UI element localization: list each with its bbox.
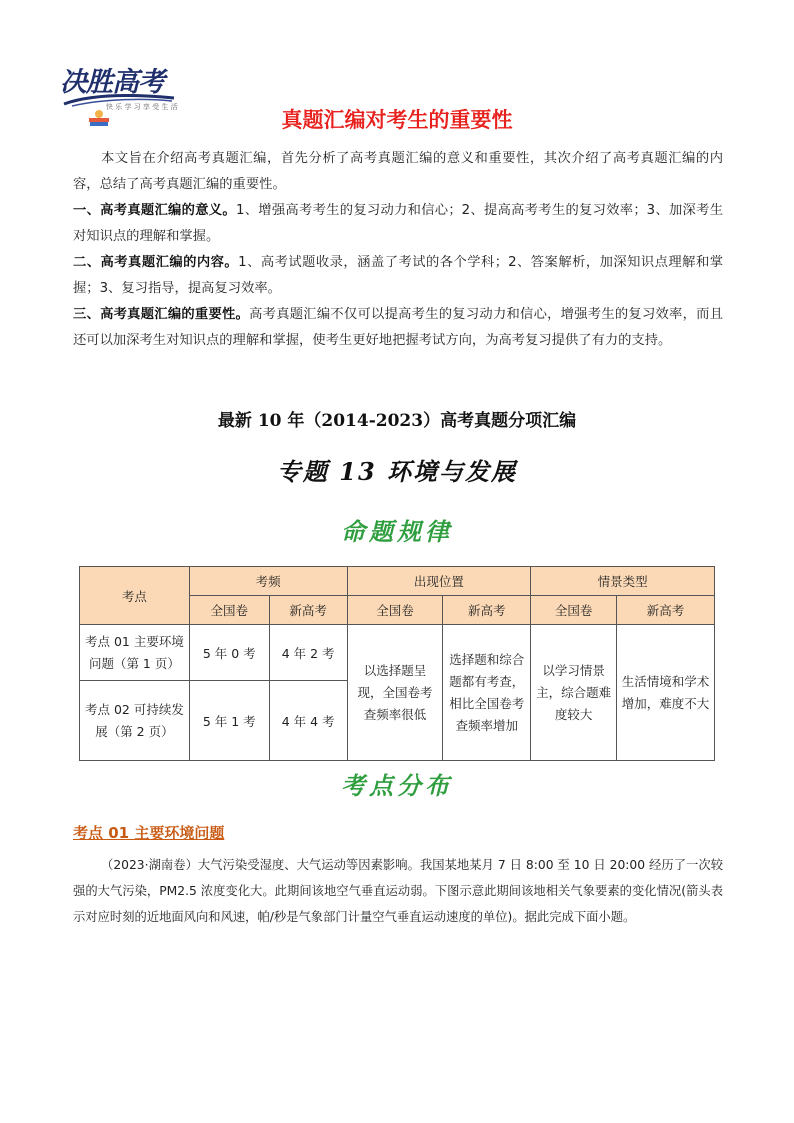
logo-text: 决胜高考 — [60, 67, 164, 98]
table-cell-weizhi-qg: 以选择题呈现，全国卷考查频率很低 — [347, 625, 443, 761]
table-cell-xg-freq: 4 年 2 考 — [269, 625, 347, 681]
table-cell-kaodian: 考点 02 可持续发展（第 2 页） — [80, 681, 190, 761]
intro-item-2 — [73, 250, 723, 302]
topic-title: 专题 13 环境与发展 — [276, 457, 518, 486]
table-cell-weizhi-xg: 选择题和综合题都有考查，相比全国卷考查频率增加 — [443, 625, 531, 761]
subheader-xingaokao: 新高考 — [617, 596, 715, 625]
subheader-quanguo: 全国卷 — [531, 596, 617, 625]
series-subhead: 最新 10 年（2014-2023）高考真题分项汇编 — [217, 411, 577, 431]
section-title-kaodian-01: 考点 01 主要环境问题 — [73, 824, 225, 842]
question-block — [73, 852, 723, 930]
intro-paragraph: 本文旨在介绍高考真题汇编，首先分析了高考真题汇编的意义和重要性，其次介绍了高考真题汇编的内容，总结了高考真题汇编的重要性。 — [73, 151, 723, 192]
question-source: （2023·湖南卷） — [101, 858, 198, 872]
subheader-xingaokao: 新高考 — [443, 596, 531, 625]
header-kaodian: 考点 — [80, 567, 190, 625]
page-title: 真题汇编对考生的重要性 — [281, 108, 513, 132]
intro-item-3 — [73, 302, 723, 354]
header-weizhi: 出现位置 — [347, 567, 531, 596]
subheader-quanguo: 全国卷 — [189, 596, 269, 625]
question-text — [73, 852, 723, 930]
intro-item-1-head: 一、高考真题汇编的意义。 — [73, 203, 236, 218]
header-kaopin: 考频 — [189, 567, 347, 596]
table-cell-qingjing-xg: 生活情境和学术增加，难度不大 — [617, 625, 715, 761]
section-heading-pattern: 命题规律 — [341, 517, 453, 546]
intro-item-3-body: 高考真题汇编不仅可以提高考生的复习动力和信心，增强考生的复习效率，而且还可以加深考生对知识点的理解和掌握，使考生更好地把握考试方向，为高考复习提供了有力的支持。 — [73, 307, 723, 348]
intro-item-1 — [73, 198, 723, 250]
table-cell-kaodian: 考点 01 主要环境问题（第 1 页） — [80, 625, 190, 681]
table-cell-qg-freq: 5 年 0 考 — [189, 625, 269, 681]
intro-item-1-body: 1、增强高考考生的复习动力和信心；2、提高高考考生的复习效率；3、加深考生对知识点的理解和掌握。 — [73, 203, 723, 244]
question-body: 大气污染受湿度、大气运动等因素影响。我国某地某月 7 日 8:00 至 10 日 20:00 经历了一次较强的大气污染，PM2.5 浓度变化大。此期间该地空气垂直运动弱。下图示意此期间该地相关气象要素的变化情况(箭头表示对应时刻的近地面风向和风速，帕/秒是气象部门计量空气垂直运动速度的单位)。据此完成下面小题。 — [73, 858, 723, 924]
intro-item-3-head: 三、高考真题汇编的重要性。 — [73, 307, 250, 322]
subheader-quanguo: 全国卷 — [347, 596, 443, 625]
table-cell-qingjing-qg: 以学习情景主，综合题难度较大 — [531, 625, 617, 761]
section-heading-distribution: 考点分布 — [341, 771, 453, 800]
logo-slogan: 快 乐 学 习 享 受 生 活 — [106, 103, 178, 111]
pattern-table — [79, 566, 715, 761]
header-qingjing: 情景类型 — [531, 567, 715, 596]
table-cell-qg-freq: 5 年 1 考 — [189, 681, 269, 761]
intro-item-2-body: 1、高考试题收录，涵盖了考试的各个学科；2、答案解析，加深知识点理解和掌握；3、复习指导，提高复习效率。 — [73, 255, 724, 296]
subheader-xingaokao: 新高考 — [269, 596, 347, 625]
intro-section — [73, 146, 723, 354]
table-cell-xg-freq: 4 年 4 考 — [269, 681, 347, 761]
intro-item-2-head: 二、高考真题汇编的内容。 — [73, 255, 239, 270]
